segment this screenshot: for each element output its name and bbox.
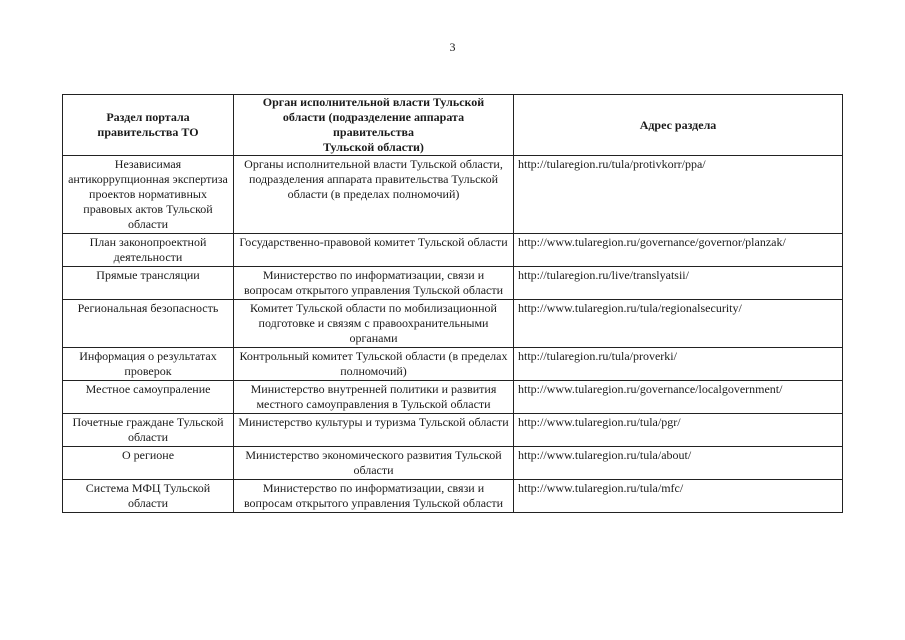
table-row <box>63 267 843 300</box>
section-cell: Система МФЦ Тульской области <box>63 480 234 513</box>
org-cell: Министерство экономического развития Тульской области <box>234 447 514 480</box>
org-cell: Государственно-правовой комитет Тульской области <box>234 234 514 267</box>
url-link[interactable]: http://www.tularegion.ru/tula/pgr/ <box>514 414 843 447</box>
section-cell: Независимая антикоррупционная экспертиза проектов нормативных правовых актов Тульской области <box>63 156 234 234</box>
table-row <box>63 480 843 513</box>
header-org-line: правительства <box>333 125 414 139</box>
header-org-line: Орган исполнительной власти Тульской <box>262 95 485 109</box>
table-row <box>63 414 843 447</box>
section-cell: Прямые трансляции <box>63 267 234 300</box>
org-cell: Министерство внутренней политики и развития местного самоуправления в Тульской области <box>234 381 514 414</box>
header-org <box>234 95 514 156</box>
header-org-line: области (подразделение аппарата <box>282 110 465 124</box>
table-row <box>63 381 843 414</box>
page-number: 3 <box>449 40 456 54</box>
table-row <box>63 348 843 381</box>
org-cell: Контрольный комитет Тульской области (в пределах полномочий) <box>234 348 514 381</box>
url-link[interactable]: http://www.tularegion.ru/tula/mfc/ <box>514 480 843 513</box>
header-org-line: Тульской области) <box>323 140 424 154</box>
org-cell: Министерство по информатизации, связи и вопросам открытого управления Тульской области <box>234 480 514 513</box>
header-url: Адрес раздела <box>514 95 843 156</box>
table-header-row <box>63 95 843 156</box>
section-cell: Местное самоупраление <box>63 381 234 414</box>
url-link[interactable]: http://www.tularegion.ru/governance/localgovernment/ <box>514 381 843 414</box>
url-link[interactable]: http://tularegion.ru/tula/protivkorr/ppa/ <box>514 156 843 234</box>
table-row <box>63 300 843 348</box>
section-cell: Региональная безопасность <box>63 300 234 348</box>
section-cell: Информация о результатах проверок <box>63 348 234 381</box>
section-cell: План законопроектной деятельности <box>63 234 234 267</box>
header-section: Раздел портала правительства ТО <box>63 95 234 156</box>
url-link[interactable]: http://www.tularegion.ru/tula/regionalsecurity/ <box>514 300 843 348</box>
section-cell: О регионе <box>63 447 234 480</box>
org-cell: Органы исполнительной власти Тульской области, подразделения аппарата правительства Тульской области (в пределах полномочий) <box>234 156 514 234</box>
url-link[interactable]: http://tularegion.ru/live/translyatsii/ <box>514 267 843 300</box>
table-row <box>63 234 843 267</box>
table-row <box>63 447 843 480</box>
url-link[interactable]: http://www.tularegion.ru/governance/governor/planzak/ <box>514 234 843 267</box>
org-cell: Министерство по информатизации, связи и вопросам открытого управления Тульской области <box>234 267 514 300</box>
org-cell: Комитет Тульской области по мобилизационной подготовке и связям с правоохранительными органами <box>234 300 514 348</box>
url-link[interactable]: http://www.tularegion.ru/tula/about/ <box>514 447 843 480</box>
table-row <box>63 156 843 234</box>
section-cell: Почетные граждане Тульской области <box>63 414 234 447</box>
portal-sections-table <box>62 94 843 513</box>
org-cell: Министерство культуры и туризма Тульской области <box>234 414 514 447</box>
url-link[interactable]: http://tularegion.ru/tula/proverki/ <box>514 348 843 381</box>
